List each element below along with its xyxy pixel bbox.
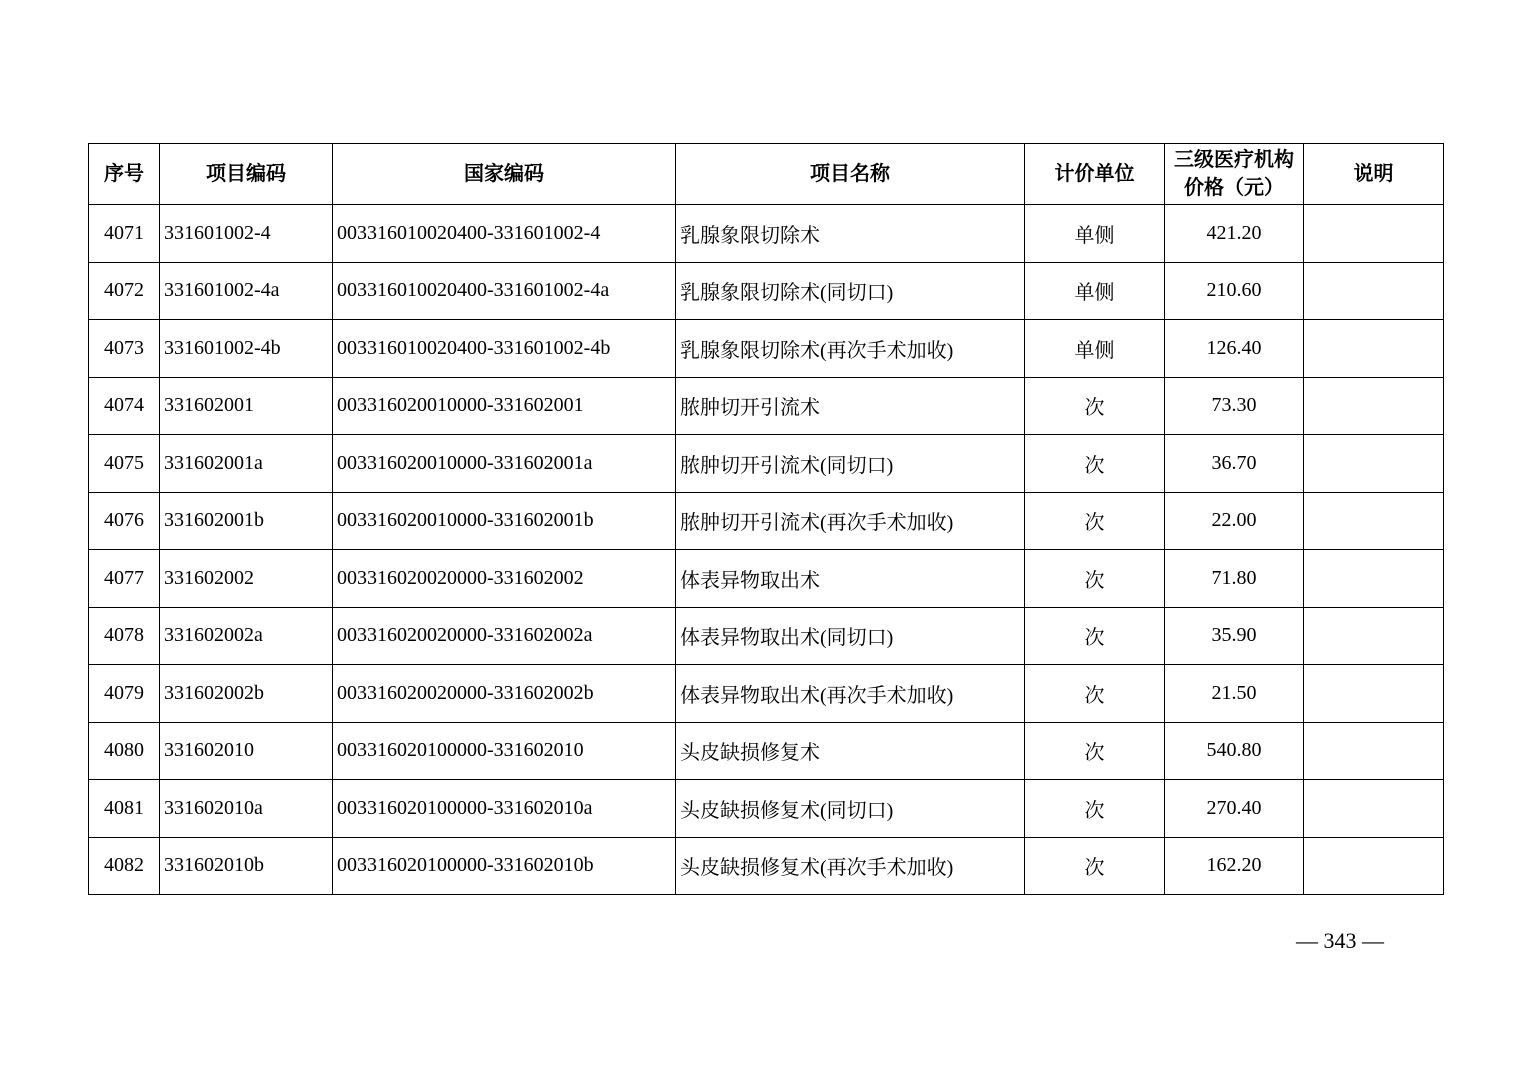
cell-item-name: 脓肿切开引流术(再次手术加收): [676, 492, 1025, 550]
cell-tier3-price: 162.20: [1165, 837, 1304, 895]
cell-tier3-price: 73.30: [1165, 377, 1304, 435]
cell-note: [1304, 722, 1444, 780]
cell-serial-number: 4077: [89, 550, 160, 608]
cell-pricing-unit: 单侧: [1025, 262, 1165, 320]
table-row: [89, 550, 1444, 608]
cell-serial-number: 4071: [89, 205, 160, 263]
table-row: [89, 607, 1444, 665]
cell-note: [1304, 377, 1444, 435]
cell-national-code: 003316020010000-331602001b: [333, 492, 676, 550]
table-row: [89, 320, 1444, 378]
cell-note: [1304, 550, 1444, 608]
cell-pricing-unit: 次: [1025, 607, 1165, 665]
page-number: — 343 —: [1296, 928, 1384, 953]
table-row: [89, 665, 1444, 723]
cell-item-code: 331602010a: [160, 780, 333, 838]
cell-national-code: 003316010020400-331601002-4a: [333, 262, 676, 320]
table-row: [89, 780, 1444, 838]
header-pricing-unit: 计价单位: [1025, 144, 1165, 205]
cell-pricing-unit: 次: [1025, 377, 1165, 435]
cell-serial-number: 4078: [89, 607, 160, 665]
cell-item-code: 331602002: [160, 550, 333, 608]
cell-serial-number: 4073: [89, 320, 160, 378]
table-row: [89, 205, 1444, 263]
cell-pricing-unit: 次: [1025, 837, 1165, 895]
cell-item-code: 331602010b: [160, 837, 333, 895]
cell-serial-number: 4080: [89, 722, 160, 780]
header-note: 说明: [1304, 144, 1444, 205]
cell-item-name: 脓肿切开引流术: [676, 377, 1025, 435]
cell-tier3-price: 35.90: [1165, 607, 1304, 665]
cell-national-code: 003316020100000-331602010: [333, 722, 676, 780]
cell-tier3-price: 71.80: [1165, 550, 1304, 608]
cell-national-code: 003316020020000-331602002a: [333, 607, 676, 665]
table-row: [89, 722, 1444, 780]
cell-national-code: 003316010020400-331601002-4b: [333, 320, 676, 378]
cell-national-code: 003316010020400-331601002-4: [333, 205, 676, 263]
cell-item-name: 体表异物取出术(再次手术加收): [676, 665, 1025, 723]
cell-tier3-price: 210.60: [1165, 262, 1304, 320]
cell-tier3-price: 22.00: [1165, 492, 1304, 550]
cell-serial-number: 4079: [89, 665, 160, 723]
header-item-code: 项目编码: [160, 144, 333, 205]
cell-item-name: 乳腺象限切除术(同切口): [676, 262, 1025, 320]
cell-serial-number: 4081: [89, 780, 160, 838]
cell-tier3-price: 126.40: [1165, 320, 1304, 378]
cell-note: [1304, 262, 1444, 320]
cell-item-name: 体表异物取出术(同切口): [676, 607, 1025, 665]
cell-item-code: 331602001: [160, 377, 333, 435]
table-body: [89, 205, 1444, 895]
cell-item-name: 头皮缺损修复术(同切口): [676, 780, 1025, 838]
table-row: [89, 837, 1444, 895]
cell-tier3-price: 421.20: [1165, 205, 1304, 263]
cell-item-code: 331602010: [160, 722, 333, 780]
table-row: [89, 435, 1444, 493]
cell-serial-number: 4082: [89, 837, 160, 895]
cell-national-code: 003316020010000-331602001a: [333, 435, 676, 493]
cell-pricing-unit: 次: [1025, 492, 1165, 550]
medical-price-table: [88, 143, 1444, 895]
cell-tier3-price: 540.80: [1165, 722, 1304, 780]
cell-serial-number: 4074: [89, 377, 160, 435]
cell-tier3-price: 21.50: [1165, 665, 1304, 723]
cell-item-name: 乳腺象限切除术: [676, 205, 1025, 263]
cell-pricing-unit: 次: [1025, 665, 1165, 723]
cell-item-name: 乳腺象限切除术(再次手术加收): [676, 320, 1025, 378]
table-row: [89, 262, 1444, 320]
cell-item-code: 331601002-4b: [160, 320, 333, 378]
cell-serial-number: 4076: [89, 492, 160, 550]
cell-serial-number: 4072: [89, 262, 160, 320]
cell-item-code: 331601002-4a: [160, 262, 333, 320]
cell-national-code: 003316020020000-331602002: [333, 550, 676, 608]
cell-item-code: 331602002a: [160, 607, 333, 665]
header-serial-number: 序号: [89, 144, 160, 205]
cell-tier3-price: 270.40: [1165, 780, 1304, 838]
cell-note: [1304, 320, 1444, 378]
cell-item-code: 331601002-4: [160, 205, 333, 263]
cell-item-code: 331602002b: [160, 665, 333, 723]
cell-note: [1304, 205, 1444, 263]
cell-pricing-unit: 次: [1025, 780, 1165, 838]
cell-note: [1304, 837, 1444, 895]
cell-note: [1304, 665, 1444, 723]
table-header-row: [89, 144, 1444, 205]
cell-item-name: 头皮缺损修复术: [676, 722, 1025, 780]
cell-national-code: 003316020100000-331602010b: [333, 837, 676, 895]
header-tier3-price: 三级医疗机构 价格（元）: [1165, 144, 1304, 205]
cell-note: [1304, 492, 1444, 550]
cell-note: [1304, 435, 1444, 493]
cell-item-code: 331602001b: [160, 492, 333, 550]
cell-pricing-unit: 次: [1025, 435, 1165, 493]
cell-pricing-unit: 单侧: [1025, 205, 1165, 263]
cell-tier3-price: 36.70: [1165, 435, 1304, 493]
cell-national-code: 003316020100000-331602010a: [333, 780, 676, 838]
cell-note: [1304, 607, 1444, 665]
table-header: [89, 144, 1444, 205]
cell-national-code: 003316020020000-331602002b: [333, 665, 676, 723]
cell-pricing-unit: 单侧: [1025, 320, 1165, 378]
cell-item-name: 头皮缺损修复术(再次手术加收): [676, 837, 1025, 895]
header-item-name: 项目名称: [676, 144, 1025, 205]
table-row: [89, 492, 1444, 550]
table-row: [89, 377, 1444, 435]
cell-pricing-unit: 次: [1025, 722, 1165, 780]
cell-item-name: 脓肿切开引流术(同切口): [676, 435, 1025, 493]
cell-national-code: 003316020010000-331602001: [333, 377, 676, 435]
cell-item-name: 体表异物取出术: [676, 550, 1025, 608]
cell-serial-number: 4075: [89, 435, 160, 493]
header-national-code: 国家编码: [333, 144, 676, 205]
cell-item-code: 331602001a: [160, 435, 333, 493]
cell-note: [1304, 780, 1444, 838]
cell-pricing-unit: 次: [1025, 550, 1165, 608]
